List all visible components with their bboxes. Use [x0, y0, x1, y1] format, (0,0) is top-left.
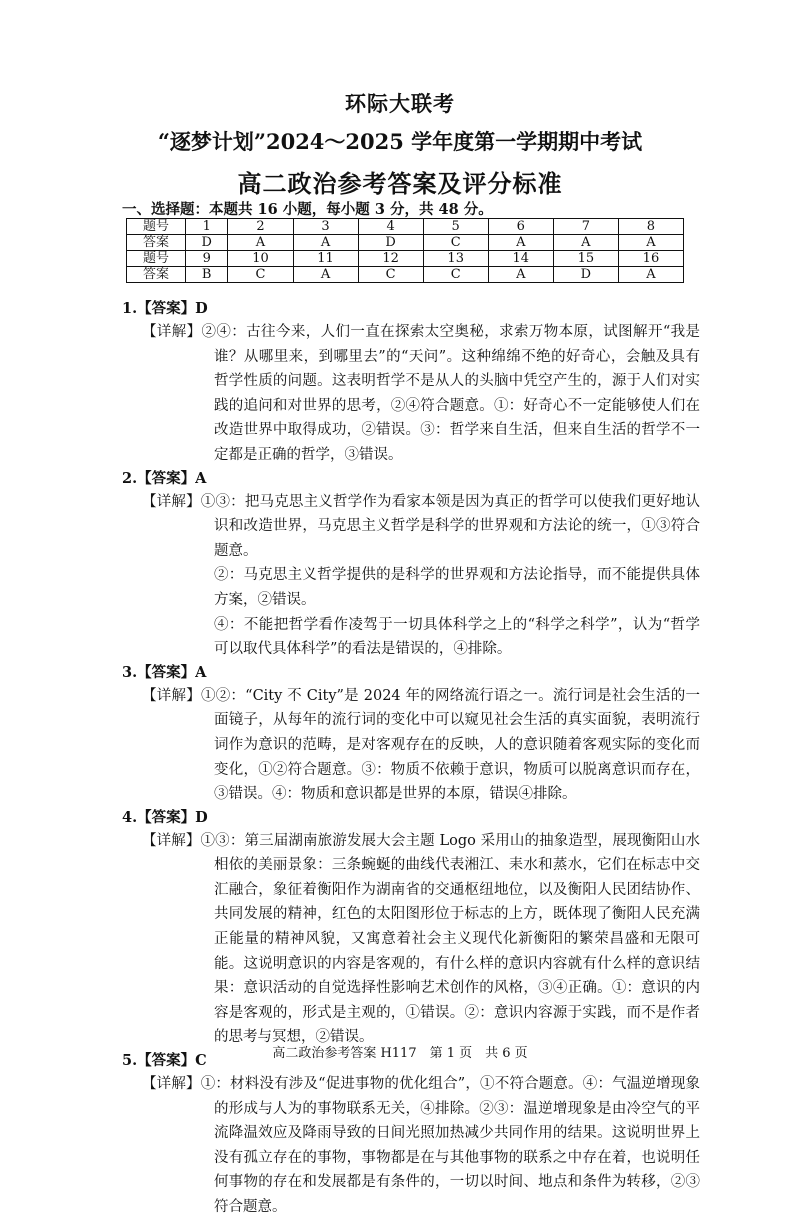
question-item — [122, 662, 700, 807]
section-heading: 一、选择题：本题共 16 小题，每小题 3 分，共 48 分。 — [122, 201, 493, 218]
exam-org-title: 环际大联考 — [345, 91, 455, 116]
answer-cell: C — [358, 267, 423, 283]
row-label-question: 题号 — [127, 219, 186, 235]
question-number-cell: 5 — [423, 219, 488, 235]
answer-cell: D — [186, 235, 228, 251]
answer-cell: D — [553, 267, 618, 283]
question-number-cell: 9 — [186, 251, 228, 267]
row-label-question: 题号 — [127, 251, 186, 267]
explanation-paragraph — [142, 490, 700, 564]
question-number-cell: 10 — [228, 251, 293, 267]
answer-heading: 4.【答案】D — [122, 808, 208, 826]
explanation-label: 【详解】 — [142, 687, 201, 704]
question-number-cell: 13 — [423, 251, 488, 267]
answer-cell: A — [228, 235, 293, 251]
question-number-cell: 12 — [358, 251, 423, 267]
table-row — [127, 267, 684, 283]
answer-cell: A — [618, 235, 683, 251]
question-item — [122, 1050, 700, 1220]
row-label-answer: 答案 — [127, 267, 186, 283]
page-footer: 高二政治参考答案 H117 第 1 页 共 6 页 — [272, 1046, 528, 1061]
explanation-label: 【详解】 — [142, 832, 201, 849]
question-number-cell: 6 — [488, 219, 553, 235]
document-title: 高二政治参考答案及评分标准 — [237, 169, 563, 198]
answer-cell: A — [293, 235, 358, 251]
explanation-text: ④：不能把哲学看作凌驾于一切具体科学之上的“科学之科学”，认为“哲学可以取代具体科学”的看法是错误的，④排除。 — [214, 616, 700, 658]
explanation-text: ①③：第三届湖南旅游发展大会主题 Logo 采用山的抽象造型，展现衡阳山水相依的美丽景象：三条蜿蜒的曲线代表湘江、耒水和蒸水，它们在标志中交汇融合，象征着衡阳作为湖南省的交通枢纽地位，以及衡阳人民团结协作、共同发展的精神，红色的太阳图形位于标志的上方，既体现了衡阳人民充满正能量的精神风貌，又寓意着社会主义现代化新衡阳的繁荣昌盛和无限可能。这说明意识的内容是客观的，有什么样的意识内容就有什么样的意识结果：意识活动的自觉选择性影响艺术创作的风格，③④正确。①：意识的内容是客观的，形式是主观的，①错误。②：意识内容源于实践，而不是作者的思考与冥想，②错误。 — [200, 832, 700, 1046]
answer-table — [126, 218, 684, 283]
answer-heading: 1.【答案】D — [122, 300, 208, 317]
question-number-cell: 8 — [618, 219, 683, 235]
row-label-answer: 答案 — [127, 235, 186, 251]
explanation-text: ①③：把马克思主义哲学作为看家本领是因为真正的哲学可以使我们更好地认识和改造世界，马克思主义哲学是科学的世界观和方法论的统一，①③符合题意。 — [200, 493, 701, 559]
question-number-cell: 11 — [293, 251, 358, 267]
question-number-cell: 2 — [228, 219, 293, 235]
answer-cell: A — [293, 267, 358, 283]
answer-cell: A — [618, 267, 683, 283]
explanation-paragraph — [142, 563, 700, 612]
question-number-cell: 14 — [488, 251, 553, 267]
question-number-cell: 3 — [293, 219, 358, 235]
answer-cell: A — [488, 267, 553, 283]
explanation-text: ①：材料没有涉及“促进事物的优化组合”，①不符合题意。④：气温逆增现象的形成与人为的事物联系无关，④排除。②③：温逆增现象是由冷空气的平流降温效应及降雨导致的日间光照加热减少共同作用的结果。这说明世界上没有孤立存在的事物，事物都是在与其他事物的联系之中存在着，也说明任何事物的存在和发展都是有条件的，一切以时间、地点和条件为转移，②③符合题意。 — [200, 1076, 700, 1215]
question-item — [122, 298, 700, 468]
explanation-text: ②④：古往今来，人们一直在探索太空奥秘，求索万物本原，试图解开“我是谁？从哪里来，到哪里去”的“天问”。这种绵绵不绝的好奇心，会触及具有哲学性质的问题。这表明哲学不是从人的头脑中凭空产生的，源于人们对实践的追问和对世界的思考，②④符合题意。①：好奇心不一定能够使人们在改造世界中取得成功，②错误。③：哲学来自生活，但来自生活的哲学不一定都是正确的哲学，③错误。 — [201, 324, 700, 463]
question-number-cell: 1 — [186, 219, 228, 235]
explanation-text: ②：马克思主义哲学提供的是科学的世界观和方法论指导，而不能提供具体方案，②错误。 — [214, 567, 700, 608]
answer-cell: C — [423, 267, 488, 283]
answer-heading: 3.【答案】A — [122, 663, 207, 681]
answer-cell: C — [228, 267, 293, 283]
answer-cell: D — [358, 235, 423, 251]
question-item — [122, 468, 700, 662]
explanation-paragraph — [142, 684, 700, 807]
answer-cell: B — [186, 267, 228, 283]
questions-list — [122, 298, 700, 1220]
explanation-label: 【详解】 — [142, 324, 202, 340]
explanation-paragraph — [142, 829, 700, 1050]
question-number-cell: 15 — [553, 251, 618, 267]
answer-heading: 5.【答案】C — [122, 1052, 207, 1070]
table-row — [127, 219, 684, 235]
question-number-cell: 4 — [358, 219, 423, 235]
explanation-paragraph — [142, 1072, 700, 1220]
question-number-cell: 16 — [618, 251, 683, 267]
answer-cell: A — [488, 235, 553, 251]
question-number-cell: 7 — [553, 219, 618, 235]
explanation-label: 【详解】 — [142, 1076, 201, 1093]
answer-cell: A — [553, 235, 618, 251]
explanation-paragraph — [142, 320, 700, 468]
exam-name-title: “逐梦计划”2024～2025 学年度第一学期期中考试 — [157, 129, 643, 154]
table-row — [127, 235, 684, 251]
explanation-text: ①②：“City 不 City”是 2024 年的网络流行语之一。流行词是社会生活的一面镜子，从每年的流行词的变化中可以窥见社会生活的真实面貌，表明流行词作为意识的范畴，是对客观存在的反映，人的意识随着客观实际的变化而变化，①②符合题意。③：物质不依赖于意识，物质可以脱离意识而存在，③错误。④：物质和意识都是世界的本原，错误④排除。 — [200, 687, 700, 803]
explanation-label: 【详解】 — [142, 493, 201, 510]
answer-cell: C — [423, 235, 488, 251]
explanation-paragraph — [142, 613, 700, 662]
answer-heading: 2.【答案】A — [122, 469, 207, 487]
question-item — [122, 807, 700, 1050]
table-row — [127, 251, 684, 267]
